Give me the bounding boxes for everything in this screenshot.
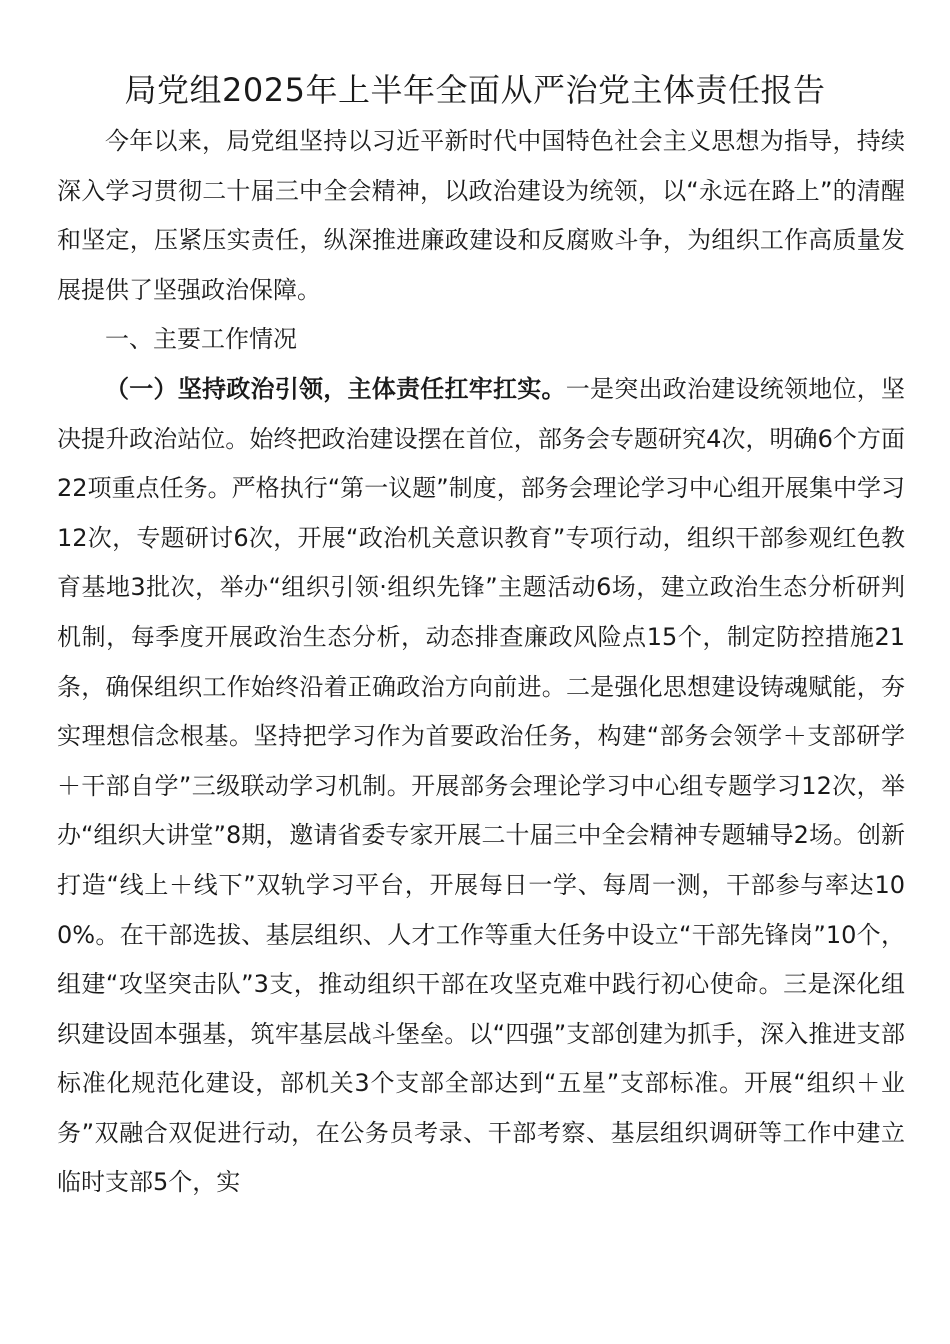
document-body [57, 117, 905, 1208]
page-title: 局党组2025年上半年全面从严治党主体责任报告 [124, 71, 826, 109]
section-heading: 一、主要工作情况 [105, 325, 297, 354]
subsection-title: （一）坚持政治引领，主体责任扛牢扛实。 [105, 374, 566, 403]
subsection-body: 一是突出政治建设统领地位，坚决提升政治站位。始终把政治建设摆在首位，部务会专题研究4次，明确6个方面22项重点任务。严格执行“第一议题”制度，部务会理论学习中心组开展集中学习12次，专题研讨6次，开展“政治机关意识教育”专项行动，组织干部参观红色教育基地3批次，举办“组织引领·组织先锋”主题活动6场，建立政治生态分析研判机制，每季度开展政治生态分析，动态排查廉政风险点15个，制定防控措施21条，确保组织工作始终沿着正确政治方向前进。二是强化思想建设铸魂赋能，夯实理想信念根基。坚持把学习作为首要政治任务，构建“部务会领学＋支部研学＋干部自学”三级联动学习机制。开展部务会理论学习中心组专题学习12次，举办“组织大讲堂”8期，邀请省委专家开展二十届三中全会精神专题辅导2场。创新打造“线上＋线下”双轨学习平台，开展每日一学、每周一测，干部参与率达100%。在干部选拔、基层组织、人才工作等重大任务中设立“干部先锋岗”10个，组建“攻坚突击队”3支，推动组织干部在攻坚克难中践行初心使命。三是深化组织建设固本强基，筑牢基层战斗堡垒。以“四强”支部创建为抓手，深入推进支部标准化规范化建设，部机关3个支部全部达到“五星”支部标准。开展“组织＋业务”双融合双促进行动，在公务员考录、干部考察、基层组织调研等工作中建立临时支部5个，实 [57, 374, 905, 1197]
intro-paragraph: 今年以来，局党组坚持以习近平新时代中国特色社会主义思想为指导，持续深入学习贯彻二十届三中全会精神，以政治建设为统领，以“永远在路上”的清醒和坚定，压紧压实责任，纵深推进廉政建设和反腐败斗争，为组织工作高质量发展提供了坚强政治保障。 [57, 127, 905, 304]
subsection-paragraph [57, 365, 905, 1208]
